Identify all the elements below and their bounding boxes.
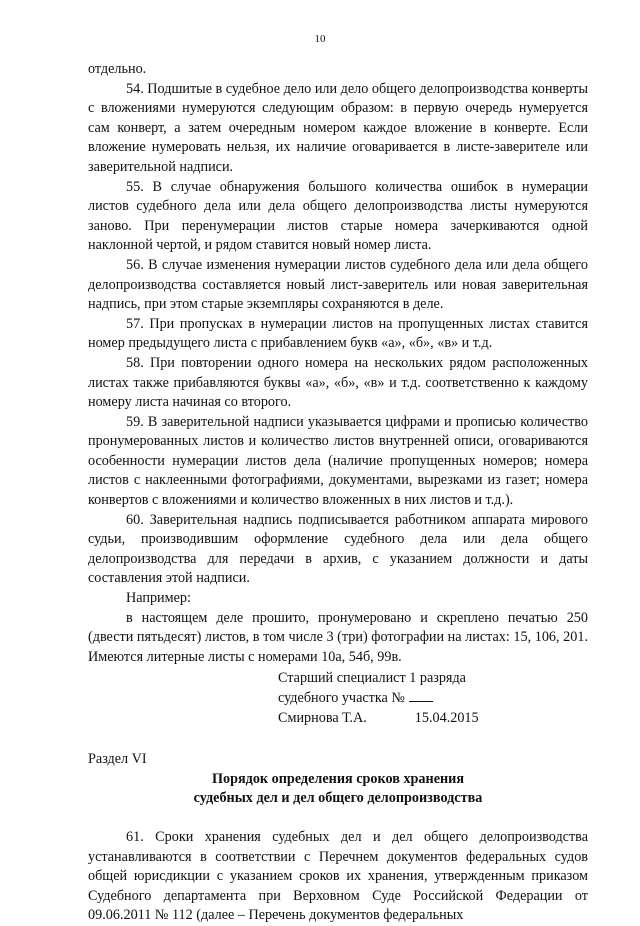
signature-block (278, 669, 588, 728)
signature-position: Старший специалист 1 разряда (278, 670, 466, 687)
blank-line (409, 689, 433, 702)
paragraph-57: 57. При пропусках в нумерации листов на пропущенных листах ставится номер предыдущего листа с прибавлением букв «а», «б», «в» и т.д. (88, 315, 588, 352)
paragraph-56: 56. В случае изменения нумерации листов судебного дела или дела общего делопроизводства составляется новый лист-заверитель или новая заверительная надпись, при этом старые экземпляры сохраняются в деле. (88, 256, 588, 313)
page-number: 10 (314, 33, 326, 45)
signature-unit-line (278, 689, 588, 709)
section-title-line-2: судебных дел и дел общего делопроизводства (193, 790, 483, 807)
paragraph-60: 60. Заверительная надпись подписывается работником аппарата мирового судьи, производившим оформление судебного дела или дела общего делопроизводства для передачи в архив, с указанием должности и даты составления этой надписи. (88, 511, 588, 587)
signature-name: Смирнова Т.А. (278, 709, 367, 726)
section-spacer (88, 809, 588, 828)
paragraph-61: 61. Сроки хранения судебных дел и дел общего делопроизводства устанавливаются в соответствии с Перечнем документов федеральных судов общей юрисдикции с указанием сроков их хранения, утвержденным приказом Судебного департамента при Верховном Суде Российской Федерации от 09.06.2011 № 112 (далее – Перечень документов федеральных (88, 828, 588, 924)
section-label: Раздел VI (88, 751, 147, 768)
paragraph-59: 59. В заверительной надписи указывается цифрами и прописью количество пронумерованных листов и количество листов внутренней описи, оговариваются особенности нумерации листов дела (наличие пропущенных номеров; номера листов с наклеенными фотографиями, документами, вырезками из газет; номера конвертов с вложениями и количество вложенных в них листов и т.д.). (88, 413, 588, 509)
paragraph-58: 58. При повторении одного номера на нескольких рядом расположенных листах также прибавляются буквы «а», «б», «в» и т.д. соответственно к каждому номеру листа начиная со второго. (88, 354, 588, 411)
section-title-line-1: Порядок определения сроков хранения (211, 770, 465, 787)
document-body (88, 60, 588, 926)
paragraph-continuation: отдельно. (88, 61, 147, 77)
example-text: в настоящем деле прошито, пронумеровано и скреплено печатью 250 (двести пятьдесят) листов, в том числе 3 (три) фотографии на листах: 15, 106, 201. Имеются литерные листы с номерами 10а, 54б, 99в. (88, 609, 588, 665)
signature-name-line (278, 709, 588, 729)
example-label: Например: (126, 590, 191, 607)
signature-unit: судебного участка № (278, 690, 405, 706)
paragraph-55: 55. В случае обнаружения большого количества ошибок в нумерации листов судебного дела или дела общего делопроизводства листы нумеруются заново. При перенумерации листов старые номера зачеркиваются одной наклонной чертой, и рядом ставится новый номер листа. (88, 178, 588, 254)
paragraph-54: 54. Подшитые в судебное дело или дело общего делопроизводства конверты с вложениями нумеруются следующим образом: в первую очередь нумеруется сам конверт, а затем очередным номером каждое вложение в конверте. Если вложение нумеровать нельзя, их наличие оговаривается в листе-заверителе или заверительной надписи. (88, 80, 588, 175)
signature-date: 15.04.2015 (414, 709, 479, 726)
